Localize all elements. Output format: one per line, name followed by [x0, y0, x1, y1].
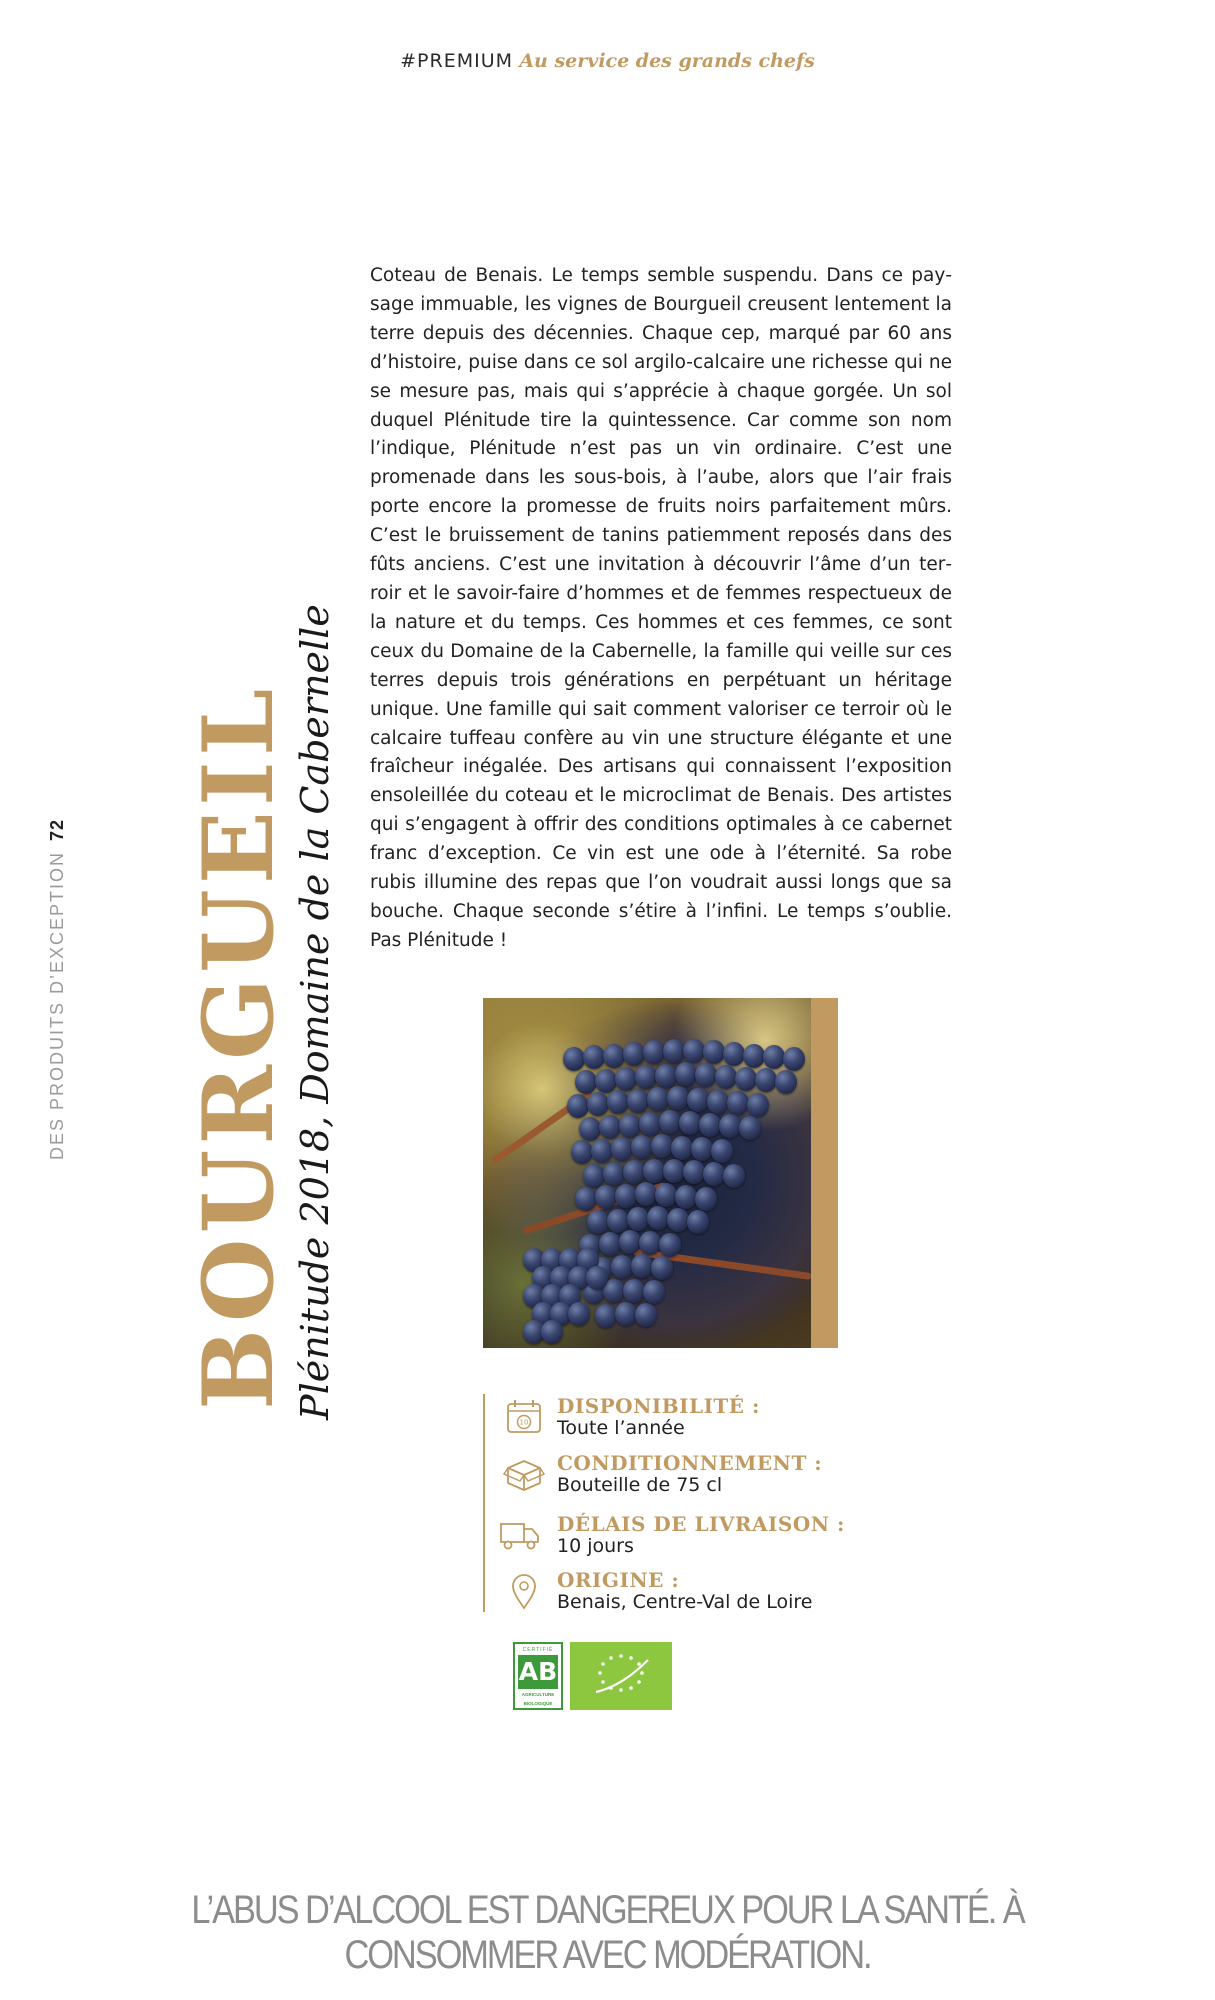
grape — [763, 1045, 785, 1069]
grape — [615, 1184, 637, 1208]
photo-accent-bar — [811, 998, 838, 1348]
grape — [603, 1044, 625, 1068]
grape — [715, 1065, 737, 1089]
grape — [683, 1039, 705, 1063]
grape — [635, 1065, 657, 1089]
grape — [647, 1206, 669, 1230]
grape — [675, 1185, 697, 1209]
grape — [627, 1207, 649, 1231]
grape — [723, 1042, 745, 1066]
grape — [571, 1140, 593, 1164]
grape — [675, 1062, 697, 1086]
grape — [595, 1069, 617, 1093]
side-section-label — [47, 819, 68, 1160]
grape — [587, 1092, 609, 1116]
grape — [755, 1068, 777, 1092]
grape — [631, 1135, 653, 1159]
grape — [659, 1233, 681, 1257]
grape — [735, 1067, 757, 1091]
info-label: DISPONIBILITÉ : — [557, 1394, 760, 1418]
grape — [711, 1139, 733, 1163]
grape — [683, 1160, 705, 1184]
grape — [703, 1162, 725, 1186]
grape — [635, 1182, 657, 1206]
grape — [615, 1302, 637, 1326]
grape — [619, 1114, 641, 1138]
grape — [586, 1266, 608, 1290]
grape — [783, 1047, 805, 1071]
product-description: Coteau de Benais. Le temps semble suspendu. Dans ce paysage immuable, les vignes de Bourgueil creusent lentement la terre depuis des décennies. Chaque cep, marqué par 60 ans d’histoire, puise dans ce sol argilo-calcaire une richesse qui ne se mesure pas, mais qui s’apprécie à chaque gorgée. Un sol duquel Plénitude tire la quintessence. Car comme son nom l’indique, Plénitude n’est pas un vin ordinaire. C’est une promenade dans les sous-bois, à l’aube, alors que l’air frais porte encore la promesse de fruits noirs parfaitement mûrs. C’est le bruissement de tanins patiemment reposés dans des fûts anciens. C’est une invitation à découvrir l’âme d’un terroir et le savoir-faire d’hommes et de femmes respectueux de la nature et du temps. Ces hommes et ces femmes, ce sont ceux du Domaine de la Cabernelle, la famille qui veille sur ces terres depuis trois générations en perpétuant un héritage unique. Une famille qui sait comment valoriser ce terroir où le calcaire tuffeau confère au vin une structure élégante et une fraîcheur inégalée. Des artisans qui connaissent l’exposition ensoleillée du coteau et le microclimat de Benais. Des artistes qui s’engagent à offrir des conditions optimales à ce cabernet franc d’exception. Ce vin est une ode à l’éternité. Sa robe rubis illumine des repas que l’on voudrait aussi longs que sa bouche. Chaque seconde s’étire à l’infini. Le temps s’oublie. Pas Plénitude ! — [370, 265, 952, 951]
grape — [568, 1302, 590, 1326]
page-header — [0, 50, 1215, 73]
grape — [587, 1210, 609, 1234]
grape — [651, 1134, 673, 1158]
grape — [583, 1045, 605, 1069]
grape — [631, 1254, 653, 1278]
grape — [747, 1093, 769, 1117]
grape — [707, 1090, 729, 1114]
grape — [623, 1042, 645, 1066]
grape — [699, 1113, 721, 1137]
grape — [695, 1063, 717, 1087]
page-number: 72 — [47, 818, 67, 841]
grape — [575, 1187, 597, 1211]
grape — [651, 1256, 673, 1280]
grape — [541, 1320, 563, 1344]
grape — [663, 1159, 685, 1183]
grape — [679, 1111, 701, 1135]
grapes-photo — [483, 998, 811, 1348]
grape — [775, 1070, 797, 1094]
ab-organic-logo: CERTIFIÉ AB AGRICULTURE BIOLOGIQUE — [513, 1642, 563, 1710]
grape — [643, 1159, 665, 1183]
grape — [627, 1089, 649, 1113]
grape — [607, 1090, 629, 1114]
grape — [615, 1067, 637, 1091]
grape — [695, 1187, 717, 1211]
grape — [611, 1137, 633, 1161]
grape — [671, 1136, 693, 1160]
grape — [647, 1087, 669, 1111]
grape — [623, 1279, 645, 1303]
grape — [655, 1183, 677, 1207]
grape — [563, 1047, 585, 1071]
section-label-text: DES PRODUITS D’EXCEPTION — [47, 850, 67, 1160]
eu-organic-leaf-logo — [570, 1642, 672, 1710]
grape — [611, 1255, 633, 1279]
grape — [635, 1303, 657, 1327]
grape — [691, 1137, 713, 1161]
grape — [667, 1208, 689, 1232]
grape — [719, 1114, 741, 1138]
grape — [599, 1115, 621, 1139]
info-label: ORIGINE : — [557, 1568, 680, 1592]
health-warning-footer: L’ABUS D’ALCOOL EST DANGEREUX POUR LA SANTÉ. À CONSOMMER AVEC MODÉRATION. — [191, 1888, 1024, 1977]
info-value: Benais, Centre-Val de Loire — [557, 1591, 813, 1613]
grape — [583, 1164, 605, 1188]
grape — [639, 1231, 661, 1255]
product-info-panel — [483, 1394, 945, 1612]
header-tag: #PREMIUM — [400, 50, 514, 72]
grape — [703, 1040, 725, 1064]
grape — [743, 1044, 765, 1068]
svg-text:10: 10 — [519, 1418, 529, 1427]
grape — [599, 1232, 621, 1256]
header-subtitle: Au service des grands chefs — [519, 50, 815, 72]
grape — [667, 1086, 689, 1110]
location-pin-icon — [503, 1570, 545, 1612]
product-title: BOURGUEIL — [182, 683, 295, 1410]
grape — [607, 1209, 629, 1233]
grape — [575, 1070, 597, 1094]
info-label: CONDITIONNEMENT : — [557, 1451, 823, 1475]
info-value: Toute l’année — [557, 1417, 685, 1439]
grape — [643, 1040, 665, 1064]
grape — [639, 1112, 661, 1136]
info-label: DÉLAIS DE LIVRAISON : — [557, 1512, 845, 1536]
grape — [643, 1280, 665, 1304]
grape — [579, 1117, 601, 1141]
product-subtitle: Plénitude 2018, Domaine de la Cabernelle — [293, 604, 337, 1420]
grape — [659, 1110, 681, 1134]
grape — [591, 1139, 613, 1163]
truck-icon — [495, 1514, 543, 1556]
grape — [663, 1039, 685, 1063]
grape — [687, 1210, 709, 1234]
grape — [727, 1091, 749, 1115]
grape — [623, 1160, 645, 1184]
grape — [595, 1304, 617, 1328]
grape — [723, 1164, 745, 1188]
grape — [739, 1116, 761, 1140]
info-value: 10 jours — [557, 1535, 634, 1557]
calendar-icon — [503, 1396, 545, 1438]
grape — [687, 1088, 709, 1112]
box-icon — [503, 1453, 545, 1495]
info-value: Bouteille de 75 cl — [557, 1474, 723, 1496]
grape — [595, 1185, 617, 1209]
grape — [603, 1162, 625, 1186]
product-title-block — [182, 604, 337, 1420]
grape — [567, 1094, 589, 1118]
grape — [655, 1064, 677, 1088]
